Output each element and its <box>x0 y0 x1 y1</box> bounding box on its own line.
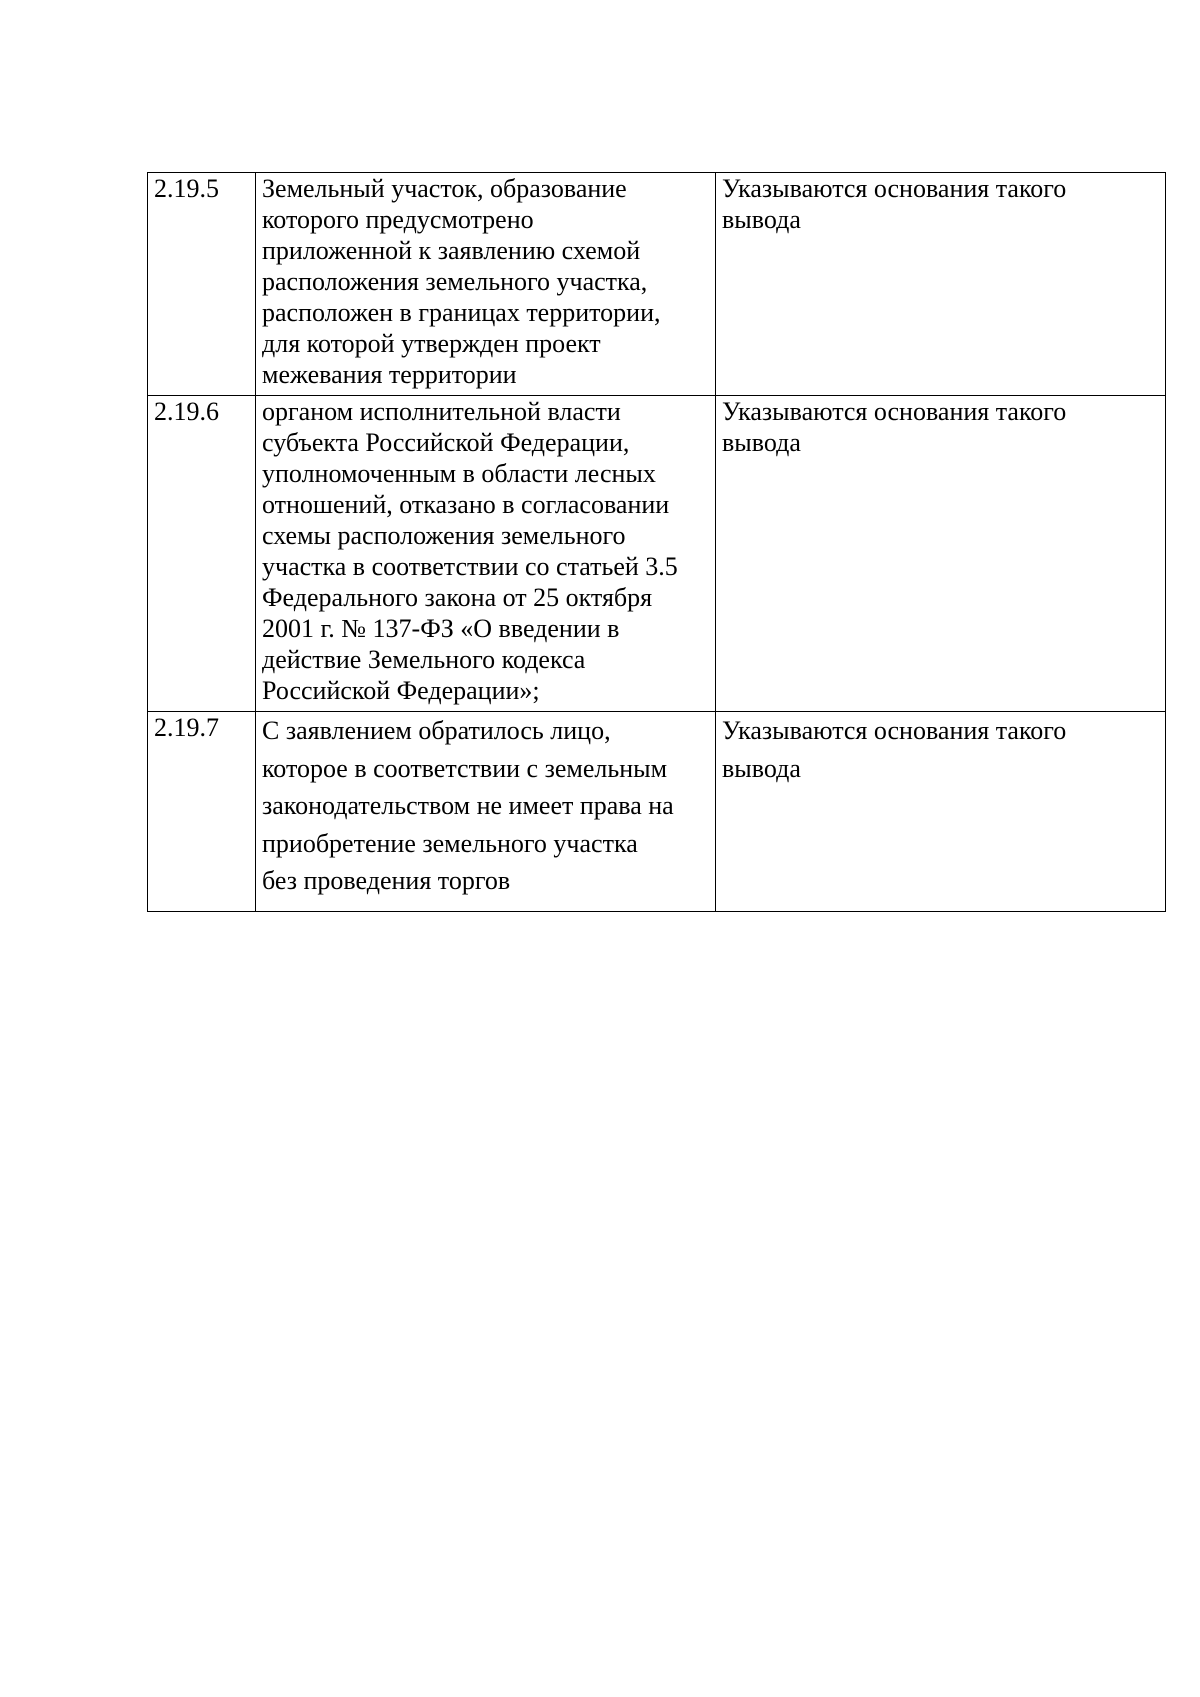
row-number-cell <box>148 712 256 912</box>
row-number-cell <box>148 173 256 396</box>
description-line: органом исполнительной власти <box>262 397 621 426</box>
row-number: 2.19.7 <box>154 713 219 742</box>
description-line: Российской Федерации»; <box>262 676 540 705</box>
description-line: расположения земельного участка, <box>262 267 648 296</box>
row-number: 2.19.6 <box>154 397 219 426</box>
table-row <box>148 712 1166 912</box>
row-number: 2.19.5 <box>154 174 219 203</box>
description-line: субъекта Российской Федерации, <box>262 428 630 457</box>
row-note-cell <box>716 396 1166 712</box>
description-line: которого предусмотрено <box>262 205 534 234</box>
description-line: уполномоченным в области лесных <box>262 459 656 488</box>
description-line: 2001 г. № 137-ФЗ «О введении в <box>262 614 620 643</box>
row-description-cell <box>256 712 716 912</box>
row-note-cell <box>716 173 1166 396</box>
note-line: вывода <box>722 754 801 783</box>
row-description-cell <box>256 396 716 712</box>
note-line: Указываются основания такого <box>722 174 1067 203</box>
description-line: расположен в границах территории, <box>262 298 661 327</box>
description-line: действие Земельного кодекса <box>262 645 586 674</box>
description-line: без проведения торгов <box>262 866 511 895</box>
description-line: для которой утвержден проект <box>262 329 601 358</box>
grounds-table <box>147 172 1166 912</box>
description-line: Земельный участок, образование <box>262 174 627 203</box>
note-line: Указываются основания такого <box>722 397 1067 426</box>
description-line: межевания территории <box>262 360 517 389</box>
row-note-cell <box>716 712 1166 912</box>
description-line: Федерального закона от 25 октября <box>262 583 653 612</box>
table-row <box>148 396 1166 712</box>
note-line: вывода <box>722 205 801 234</box>
description-line: приобретение земельного участка <box>262 828 638 858</box>
description-line: участка в соответствии со статьей 3.5 <box>262 552 678 581</box>
description-line: С заявлением обратилось лицо, <box>262 716 611 745</box>
description-line: приложенной к заявлению схемой <box>262 236 641 265</box>
note-line: Указываются основания такого <box>722 716 1067 745</box>
row-description-cell <box>256 173 716 396</box>
table-row <box>148 173 1166 396</box>
row-number-cell <box>148 396 256 712</box>
note-line: вывода <box>722 428 801 457</box>
description-line: схемы расположения земельного <box>262 521 626 550</box>
description-line: законодательством не имеет права на <box>262 791 674 820</box>
description-line: отношений, отказано в согласовании <box>262 490 670 519</box>
description-line: которое в соответствии с земельным <box>262 753 668 783</box>
